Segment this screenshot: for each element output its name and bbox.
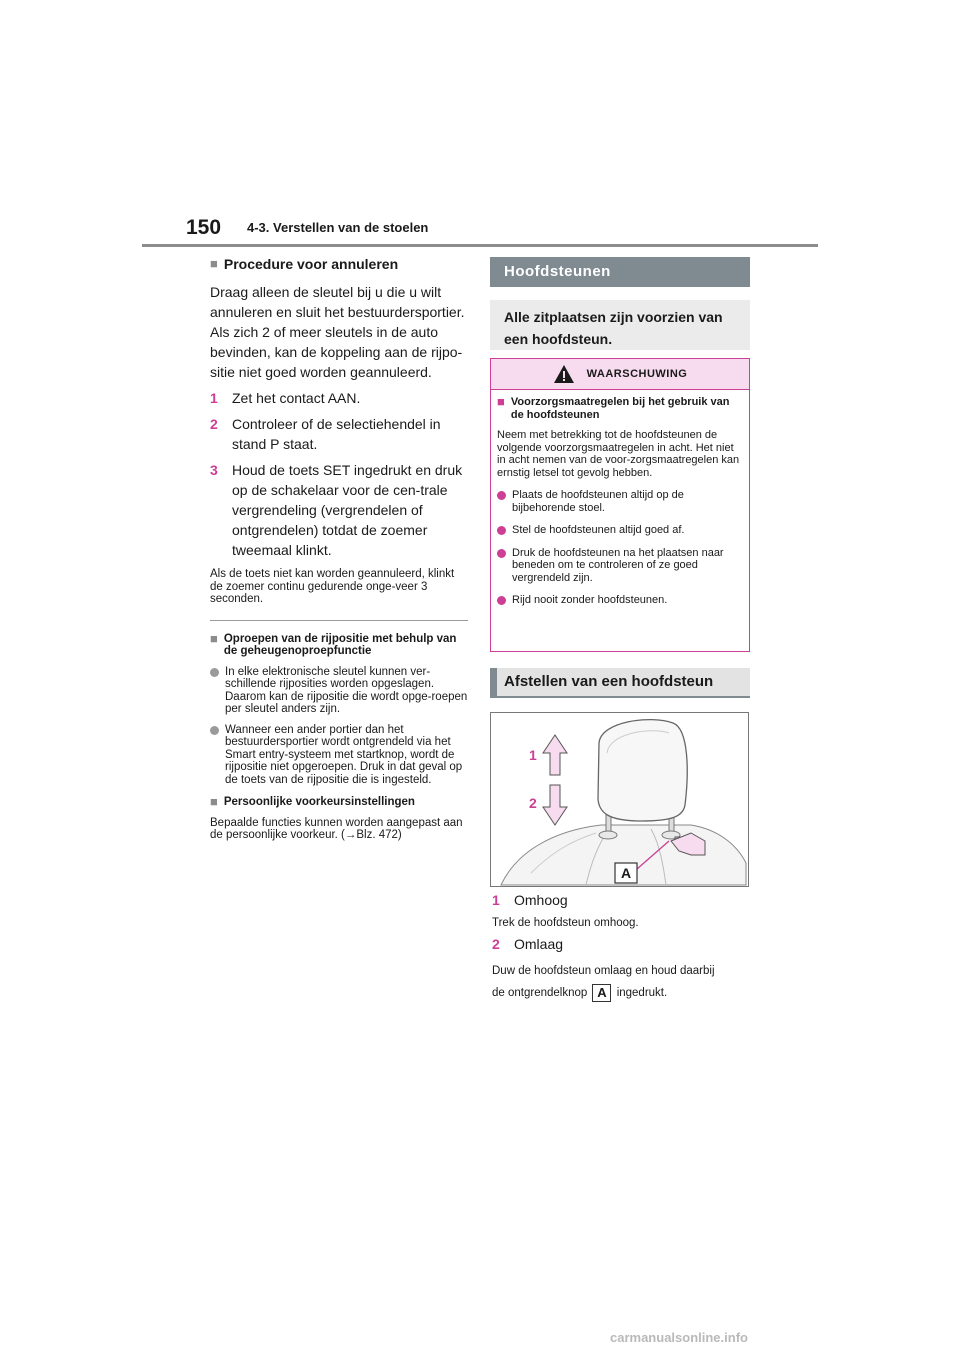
warning-header <box>491 359 749 390</box>
adjust-title: Afstellen van een hoofdsteun <box>490 668 750 698</box>
headrest-drawing <box>491 713 748 886</box>
square-bullet-icon: ■ <box>210 256 218 271</box>
step-down: 2 Omlaag <box>492 936 564 952</box>
list-item: Stel de hoofdsteunen altijd goed af. <box>497 524 743 537</box>
list-item: Rijd nooit zonder hoofdsteunen. <box>497 594 743 607</box>
list-item: Druk de hoofdsteunen na het plaatsen naar beneden om te controleren of ze goed vergrendeld zijn. <box>497 547 743 585</box>
figure-label-1: 1 <box>529 747 537 763</box>
circle-bullet-icon <box>497 549 506 558</box>
step-item: 1 Zet het contact AAN. <box>210 390 361 406</box>
page-number: 150 <box>186 216 222 239</box>
headrests-title: Hoofdsteunen <box>490 257 750 287</box>
figure-label-a: A <box>620 865 632 881</box>
release-button-badge: A <box>592 984 611 1002</box>
figure-label-2: 2 <box>529 795 537 811</box>
step-item: 2 Controleer of de selectiehendel in stand P staat. <box>210 416 441 452</box>
step-up-desc: Trek de hoofdsteun omhoog. <box>492 917 639 929</box>
circle-bullet-icon <box>497 596 506 605</box>
square-bullet-icon: ■ <box>210 630 218 646</box>
warning-body <box>491 390 749 607</box>
divider <box>210 620 468 621</box>
step-item: 3 Houd de toets SET ingedrukt en druk op de schakelaar voor de cen-trale vergrendeling (vergrendelen of ontgrendelen) totdat de zoemer tweemaal klinkt. <box>210 462 463 558</box>
circle-bullet-icon <box>210 668 219 677</box>
warning-box <box>490 358 750 652</box>
step-down-desc: Duw de hoofdsteun omlaag en houd daarbij <box>492 965 715 977</box>
list-item: Wanneer een ander portier dan het bestuurdersportier wordt ontgrendeld via het Smart entry-systeem met startknop, wordt de rijpositie niet opgeroepen. Druk in dat geval op de toets van de rijpositie die is ingesteld. <box>210 724 468 787</box>
recall-heading: ■ Oproepen van de rijpositie met behulp van de geheugenoproepfunctie <box>210 630 457 657</box>
cancel-heading: ■ Procedure voor annuleren <box>210 256 399 272</box>
circle-bullet-icon <box>210 726 219 735</box>
square-bullet-icon: ■ <box>210 794 218 809</box>
warning-triangle-icon <box>553 364 575 384</box>
watermark: carmanualsonline.info <box>610 1330 748 1345</box>
circle-bullet-icon <box>497 491 506 500</box>
left-column <box>210 256 468 842</box>
pref-text: Bepaalde functies kunnen worden aangepast aan de persoonlijke voorkeur. (→Blz. 472) <box>210 816 463 841</box>
header-rule <box>142 244 818 247</box>
section-title: 4-3. Verstellen van de stoelen <box>247 220 429 235</box>
intro-box: Alle zitplaatsen zijn voorzien van een hoofdsteun. <box>490 300 750 350</box>
pref-heading: ■ Persoonlijke voorkeursinstellingen <box>210 794 415 809</box>
square-bullet-icon: ■ <box>497 394 505 409</box>
list-item: In elke elektronische sleutel kunnen ver-schillende rijposities worden opgeslagen. Daarom kan de rijpositie die wordt opge-roepen per sleutel anders zijn. <box>210 666 468 716</box>
step-down-desc-line2: de ontgrendelknop A ingedrukt. <box>492 985 668 1000</box>
warning-label: WAARSCHUWING <box>586 368 688 380</box>
step-up: 1 Omhoog <box>492 892 568 908</box>
cancel-note: Als de toets niet kan worden geannuleerd, klinkt de zoemer continu gedurende onge-veer 3 seconden. <box>210 568 455 605</box>
cancel-text: Draag alleen de sleutel bij u die u wilt annuleren en sluit het bestuurdersportier. Als zich 2 of meer sleutels in de auto bevinden, kan de koppeling aan de rijpo-sitie niet goed worden geannuleerd. <box>210 284 465 380</box>
circle-bullet-icon <box>497 526 506 535</box>
warning-heading: ■ Voorzorgsmaatregelen bij het gebruik van de hoofdsteunen <box>497 394 730 421</box>
warning-text: Neem met betrekking tot de hoofdsteunen de volgende voorzorgsmaatregelen in acht. Het niet in acht nemen van de voor-zorgsmaatregelen kan ernstig letsel tot gevolg hebben. <box>497 429 740 479</box>
headrest-illustration <box>490 712 749 887</box>
list-item: Plaats de hoofdsteunen altijd op de bijbehorende stoel. <box>497 489 743 514</box>
